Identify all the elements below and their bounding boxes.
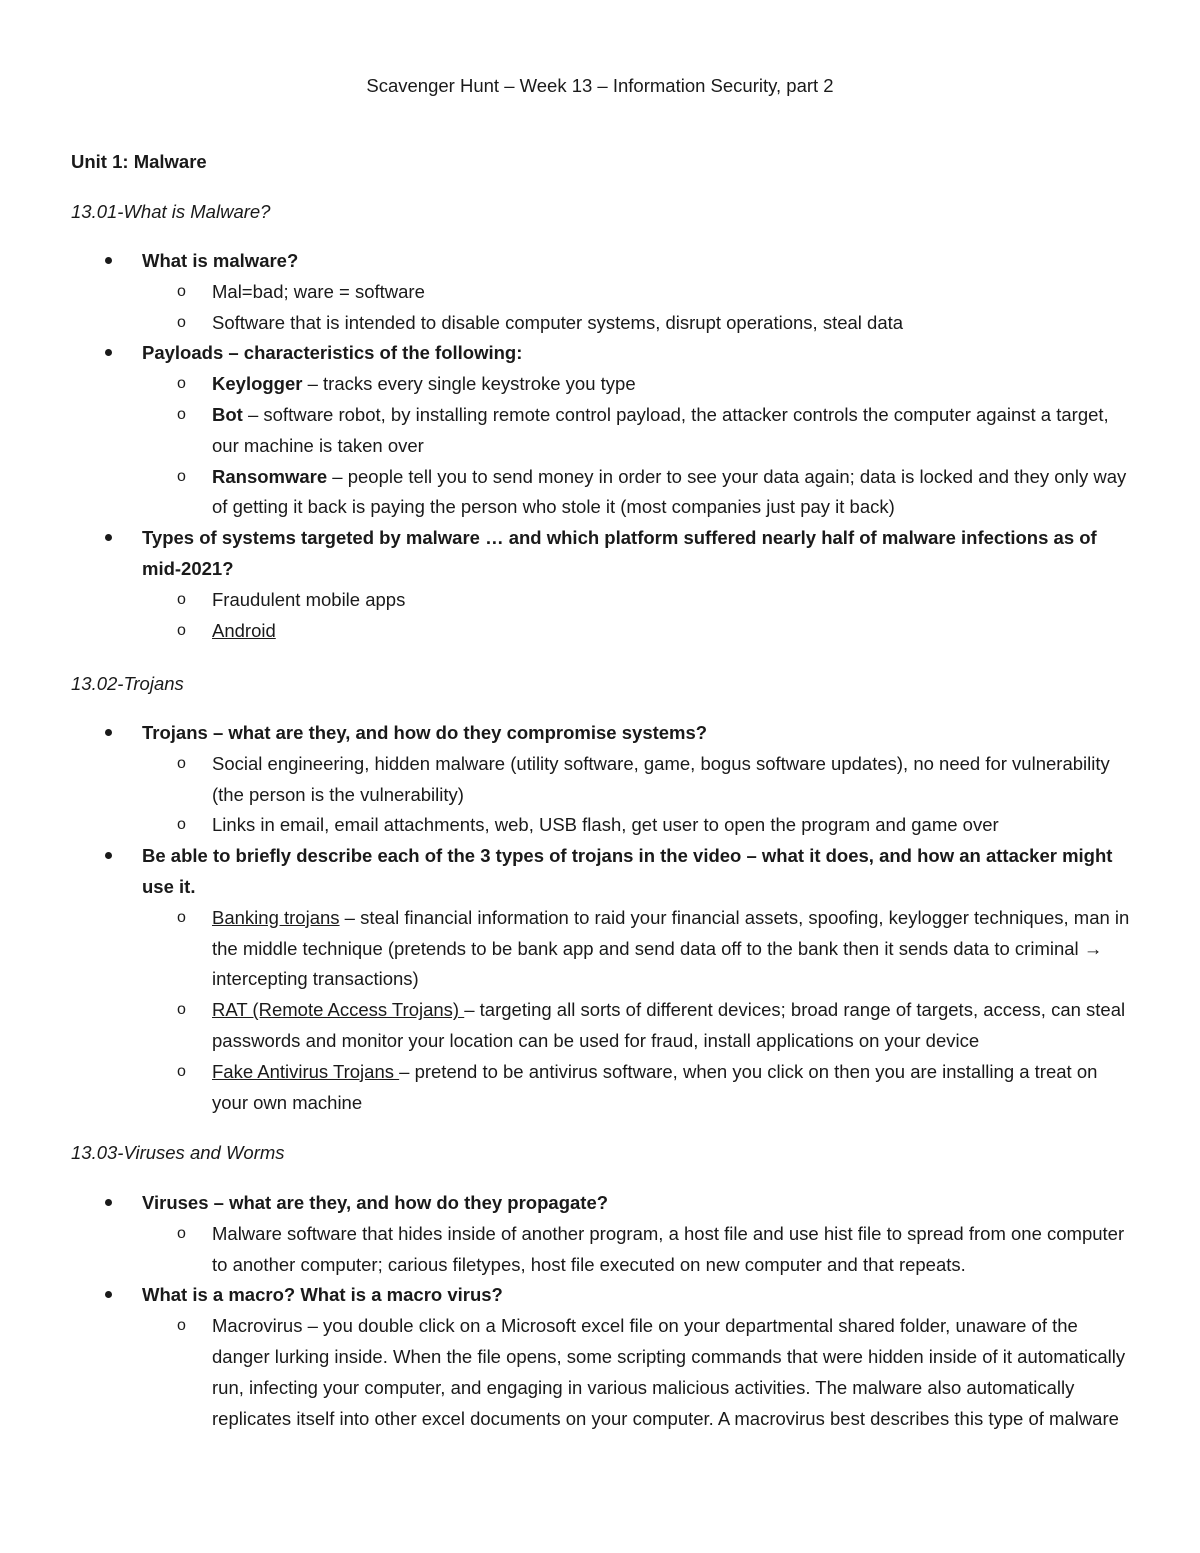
- answer-item: o Software that is intended to disable computer systems, disrupt operations, steal data: [212, 308, 1132, 339]
- sub-bullet: o: [177, 1224, 186, 1242]
- document-title: Scavenger Hunt – Week 13 – Information Security, part 2: [366, 75, 834, 96]
- sub-bullet: o: [177, 375, 186, 393]
- list-item: [0, 841, 1132, 1118]
- sub-bullet: o: [177, 1062, 186, 1080]
- answer-link[interactable]: Fake Antivirus Trojans: [212, 1060, 400, 1082]
- section-heading-13-01: 13.01-What is Malware?: [71, 201, 271, 222]
- answer-item: [177, 616, 1132, 647]
- answer-link[interactable]: Android: [212, 619, 276, 641]
- section-list-13-01: [0, 246, 1132, 646]
- list-item: [0, 1188, 1132, 1280]
- list-item: [0, 1280, 1132, 1434]
- term: Ransomware: [212, 465, 328, 487]
- answer-item: o Fraudulent mobile apps: [212, 585, 1132, 616]
- sub-bullet: o: [177, 405, 186, 423]
- answer-item: o Ransomware – people tell you to send money in order to see your data again; data is locked and they only way of getting it back is paying the person who stole it (most companies just pay it back): [212, 462, 1132, 524]
- list-item: [0, 338, 1132, 523]
- sub-bullet: o: [177, 908, 186, 926]
- sub-bullet: o: [177, 1317, 186, 1335]
- section-list-13-03: [0, 1188, 1132, 1434]
- list-item: [0, 718, 1132, 841]
- question-text: Trojans – what are they, and how do they compromise systems?: [142, 722, 708, 743]
- sub-bullet: o: [177, 282, 186, 300]
- sub-bullet: o: [177, 754, 186, 772]
- sub-bullet: o: [177, 590, 186, 608]
- question-text: What is a macro? What is a macro virus?: [142, 1284, 503, 1306]
- answer-link[interactable]: Banking trojans: [212, 906, 340, 928]
- sub-bullet: o: [177, 1001, 186, 1019]
- section-heading-13-02: 13.02-Trojans: [71, 673, 184, 694]
- term: Bot: [212, 403, 243, 425]
- list-item: [0, 523, 1132, 646]
- unit-heading: Unit 1: Malware: [71, 151, 207, 172]
- sub-bullet: o: [177, 621, 186, 639]
- question-text: Types of systems targeted by malware … and which platform suffered nearly half of malware infections as of mid-2021?: [142, 527, 1097, 579]
- answer-item: o Banking trojans – steal financial information to raid your financial assets, spoofing, keylogger techniques, man in the middle technique (pretends to be bank app and send data off to the bank then it sends data to criminal → intercepting transactions): [212, 903, 1132, 995]
- answer-item: o Bot – software robot, by installing remote control payload, the attacker controls the computer against a target, our machine is taken over: [212, 400, 1132, 462]
- answer-link[interactable]: RAT (Remote Access Trojans): [212, 999, 465, 1021]
- question-text: What is malware?: [142, 250, 299, 271]
- question-text: Payloads – characteristics of the following:: [142, 342, 523, 364]
- answer-item: o Macrovirus – you double click on a Microsoft excel file on your departmental shared folder, unaware of the danger lurking inside. When the file opens, some scripting commands that were hidden inside of it automatically run, infecting your computer, and engaging in various malicious activities. The malware also automatically replicates itself into other excel documents on your computer. A macrovirus best describes this type of malware: [212, 1311, 1132, 1434]
- answer-item: o Mal=bad; ware = software: [212, 277, 1132, 308]
- list-item: [0, 246, 1132, 338]
- answer-item: o Malware software that hides inside of another program, a host file and use hist file to spread from one computer to another computer; carious filetypes, host file executed on new computer and that repeats.: [212, 1219, 1132, 1281]
- sub-bullet: o: [177, 313, 186, 331]
- answer-item: o Keylogger – tracks every single keystroke you type: [212, 369, 1132, 400]
- answer-item: o Social engineering, hidden malware (utility software, game, bogus software updates), no need for vulnerability (the person is the vulnerability): [212, 749, 1132, 811]
- question-text: Viruses – what are they, and how do they propagate?: [142, 1192, 609, 1213]
- sub-bullet: o: [177, 467, 186, 485]
- term: Keylogger: [212, 373, 303, 395]
- answer-item: o Fake Antivirus Trojans – pretend to be antivirus software, when you click on then you are installing a treat on your own machine: [212, 1057, 1132, 1119]
- question-text: Be able to briefly describe each of the 3 types of trojans in the video – what it does, and how an attacker might use it.: [142, 845, 1113, 897]
- answer-item: o Links in email, email attachments, web, USB flash, get user to open the program and game over: [212, 810, 1132, 841]
- sub-bullet: o: [177, 816, 186, 834]
- answer-item: o RAT (Remote Access Trojans) – targeting all sorts of different devices; broad range of targets, access, can steal passwords and monitor your location can be used for fraud, install applications on your device: [212, 995, 1132, 1057]
- section-heading-13-03: 13.03-Viruses and Worms: [71, 1142, 285, 1163]
- section-list-13-02: [0, 718, 1132, 1118]
